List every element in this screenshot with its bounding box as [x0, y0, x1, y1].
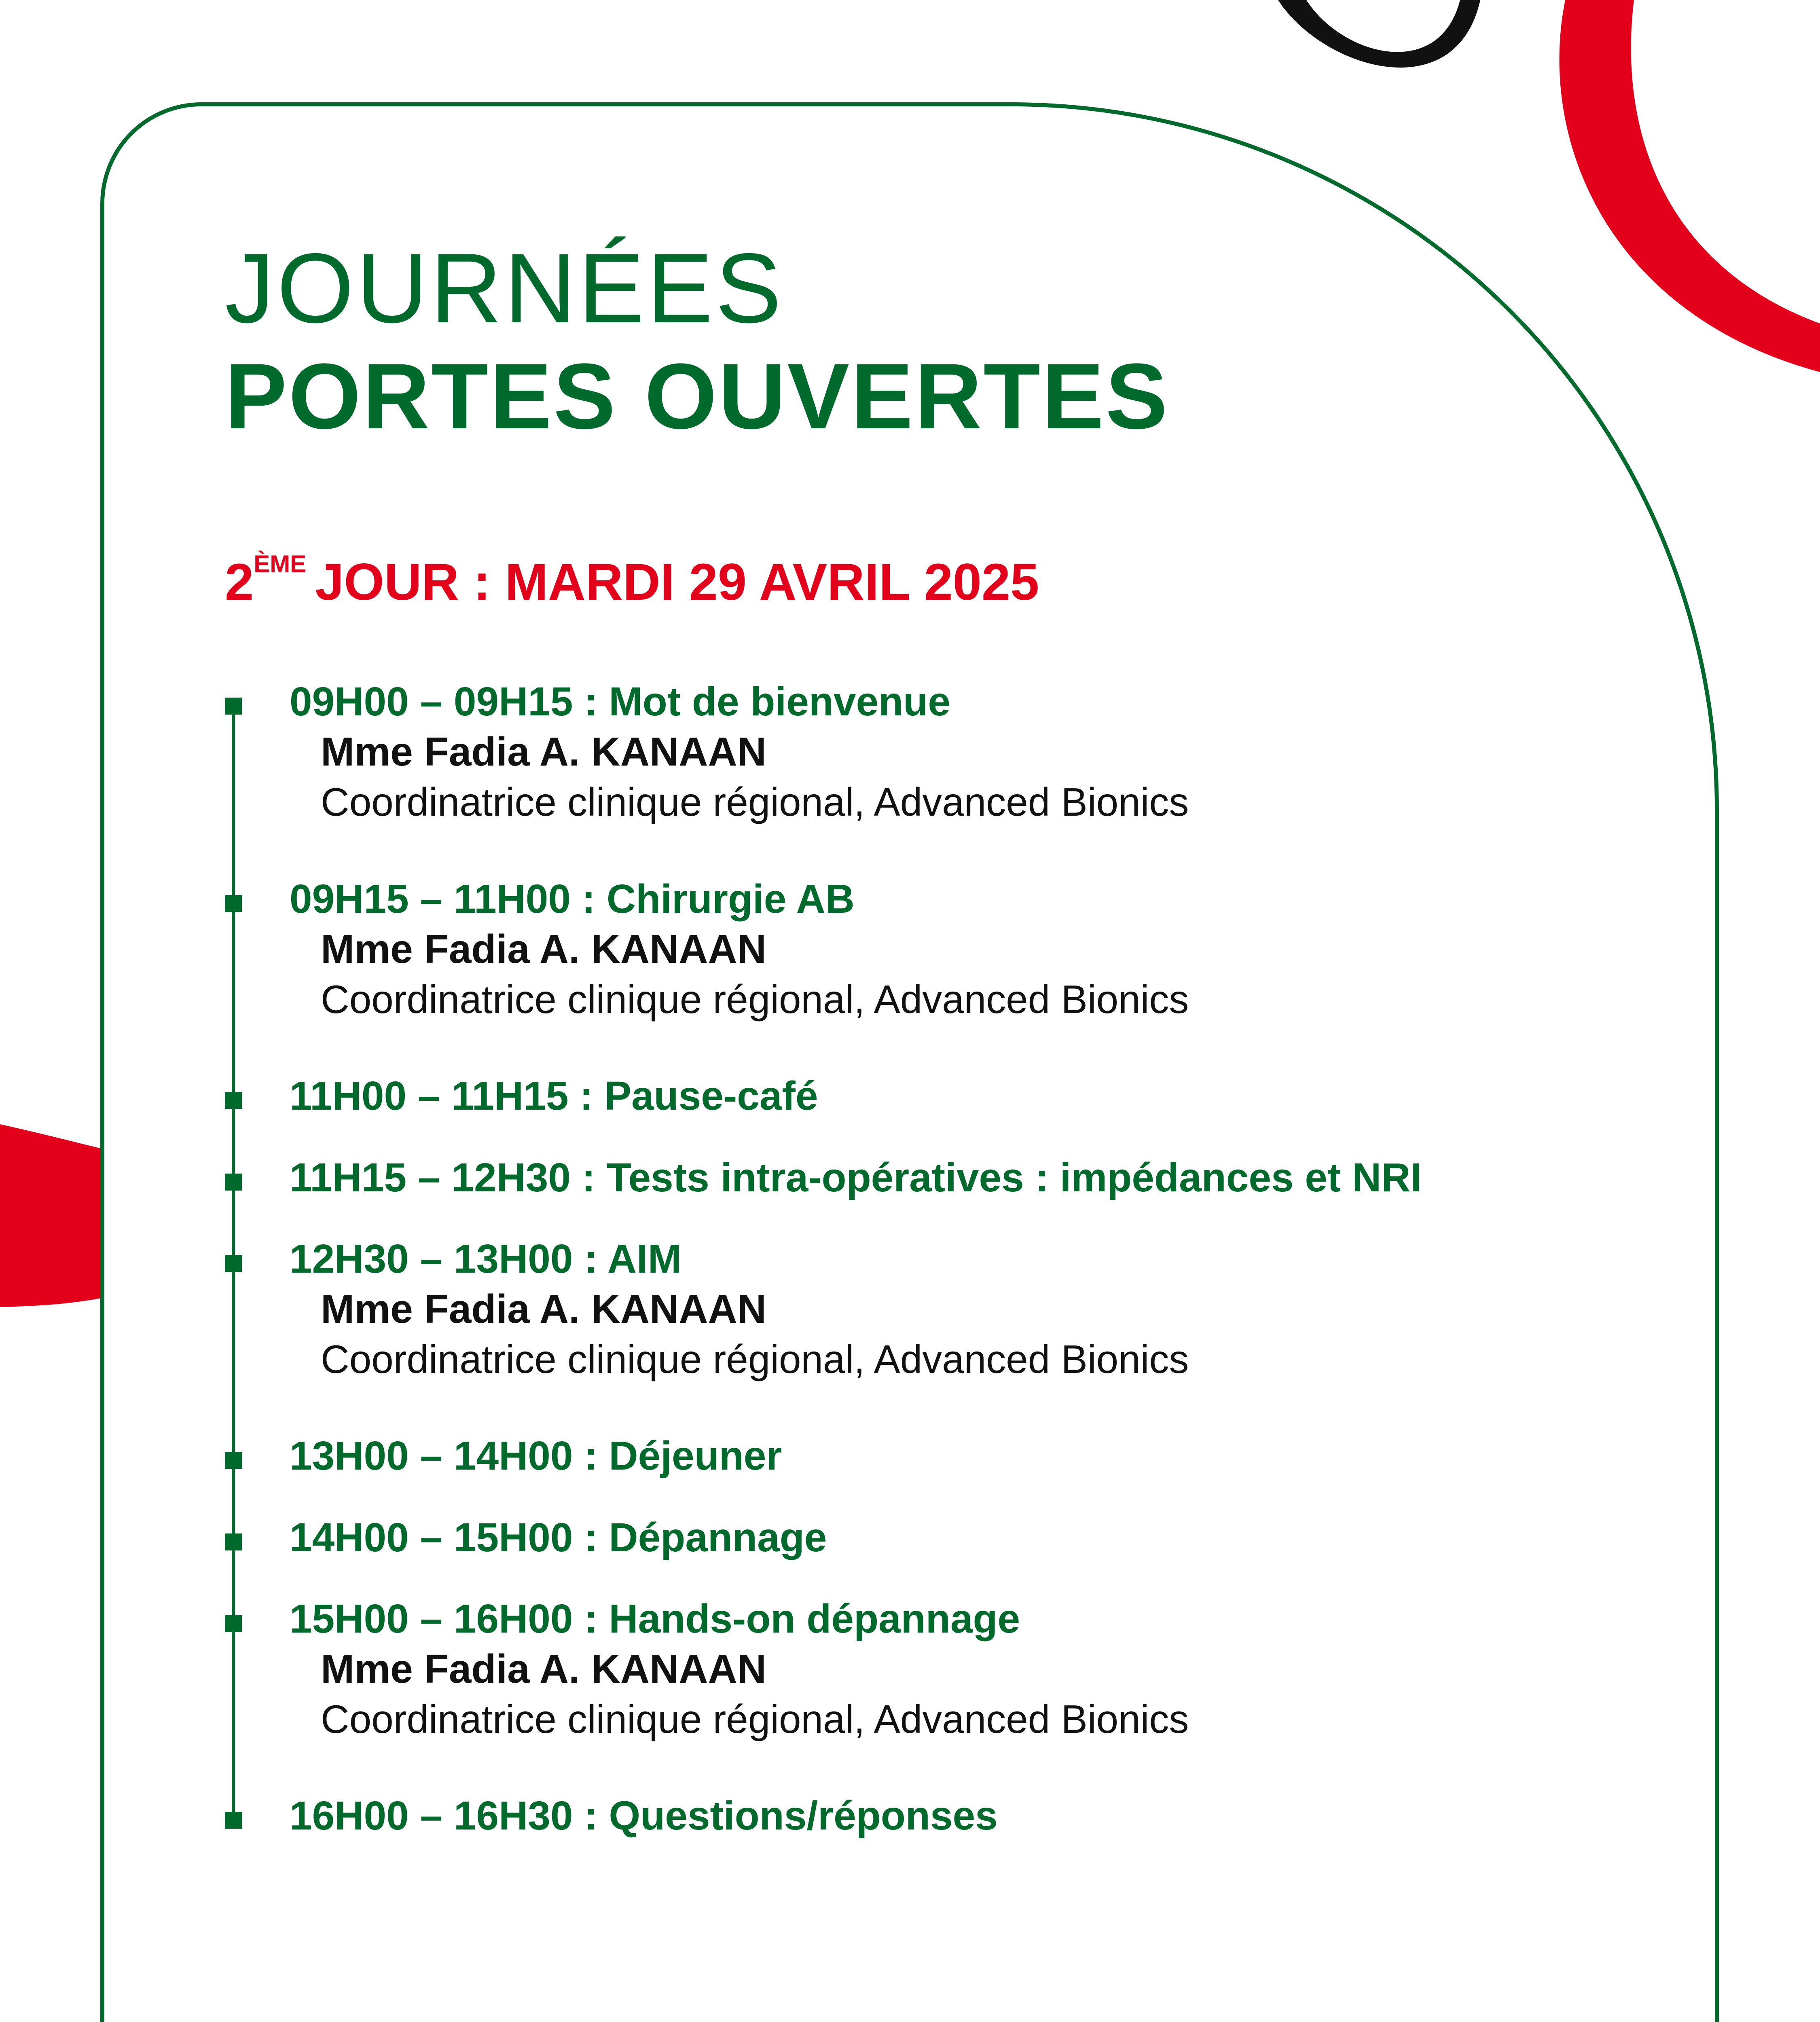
agenda-speaker: Mme Fadia A. KANAAN [321, 926, 766, 972]
title-line-1: JOURNÉES [225, 233, 784, 343]
agenda-time: 11H00 – 11H15 : Pause-café [290, 1073, 818, 1119]
timeline-marker [225, 698, 242, 715]
agenda-time: 13H00 – 14H00 : Déjeuner [290, 1433, 782, 1478]
agenda-role: Coordinatrice clinique régional, Advanced Bionics [321, 977, 1189, 1022]
agenda-speaker: Mme Fadia A. KANAAN [321, 729, 766, 774]
timeline-marker [225, 1452, 242, 1469]
agenda-role: Coordinatrice clinique régional, Advanced Bionics [321, 1697, 1189, 1741]
timeline-marker [225, 1092, 242, 1109]
day-text: JOUR : MARDI 29 AVRIL 2025 [315, 553, 1039, 611]
timeline-marker [225, 1174, 242, 1191]
timeline-marker [225, 1533, 242, 1550]
agenda-role: Coordinatrice clinique régional, Advanced Bionics [321, 1337, 1189, 1381]
agenda-time: 09H15 – 11H00 : Chirurgie AB [290, 876, 855, 922]
agenda-time: 12H30 – 13H00 : AIM [290, 1236, 681, 1282]
agenda-time: 15H00 – 16H00 : Hands-on dépannage [290, 1596, 1020, 1641]
agenda-time: 11H15 – 12H30 : Tests intra-opératives : impédances et NRI [290, 1155, 1422, 1200]
day-number: 2 [225, 553, 254, 611]
timeline-marker [225, 1615, 242, 1632]
day-suffix: ÈME [254, 550, 307, 577]
agenda-speaker: Mme Fadia A. KANAAN [321, 1646, 766, 1692]
title-line-2: PORTES OUVERTES [225, 344, 1169, 448]
agenda-speaker: Mme Fadia A. KANAAN [321, 1286, 766, 1332]
timeline-marker [225, 1255, 242, 1272]
agenda-time: 16H00 – 16H30 : Questions/réponses [290, 1793, 998, 1838]
agenda-role: Coordinatrice clinique régional, Advanced Bionics [321, 780, 1189, 824]
timeline-marker [225, 1812, 242, 1829]
agenda-time: 09H00 – 09H15 : Mot de bienvenue [290, 679, 950, 724]
timeline-marker [225, 895, 242, 912]
agenda-time: 14H00 – 15H00 : Dépannage [290, 1515, 827, 1560]
